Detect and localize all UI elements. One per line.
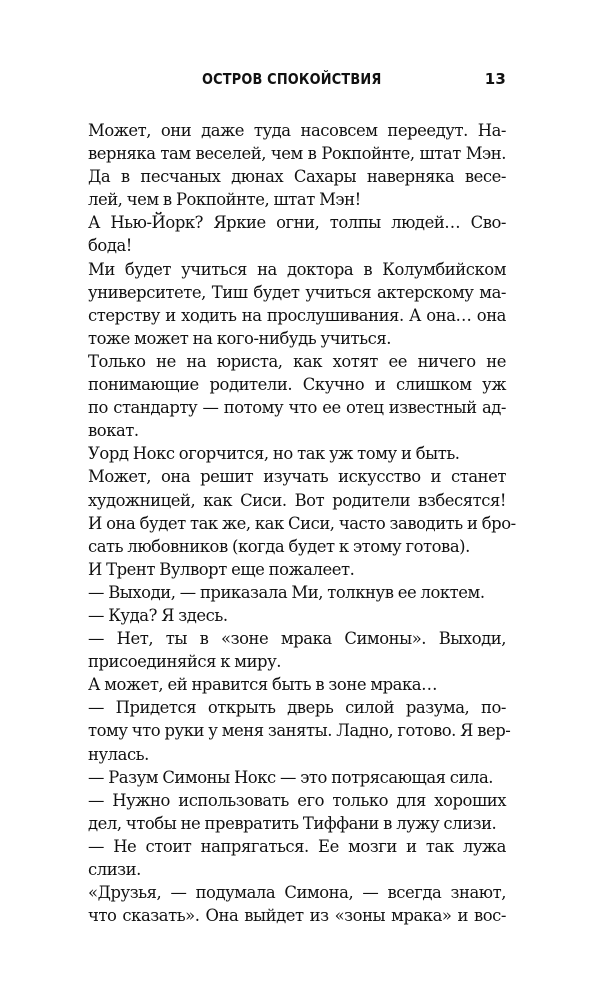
text-line: — Нет, ты в «зоне мрака Симоны». Выходи, [88, 629, 506, 649]
page-number: 13 [484, 70, 506, 88]
text-line: тоже может на кого-нибудь учиться. [88, 328, 392, 348]
text-line: университете, Тиш будет учиться актерскому ма- [88, 282, 506, 302]
text-line: — Нужно использовать его только для хороших [88, 790, 506, 810]
text-line: понимающие родители. Скучно и слишком уж [88, 375, 506, 395]
text-line: — Выходи, — приказала Ми, толкнув ее локтем. [88, 582, 485, 602]
text-line: А Нью-Йорк? Яркие огни, толпы людей… Сво- [88, 213, 506, 233]
text-line: — Не стоит напрягаться. Ее мозги и так лужа [88, 836, 506, 856]
text-line: дел, чтобы не превратить Тиффани в лужу слизи. [88, 813, 497, 833]
text-line: присоединяйся к миру. [88, 652, 282, 672]
text-line: стерству и ходить на прослушивания. А она… она [88, 305, 506, 325]
text-line: Только не на юриста, как хотят ее ничего не [88, 351, 506, 371]
text-line: Ми будет учиться на доктора в Колумбийском [88, 259, 506, 279]
text-line: что сказать». Она выйдет из «зоны мрака» и вос- [88, 906, 506, 926]
text-line: И она будет так же, как Сиси, часто заводить и бро- [88, 513, 516, 533]
text-line: Да в песчаных дюнах Сахары наверняка весе- [88, 167, 506, 187]
text-line: тому что руки у меня заняты. Ладно, готово. Я вер- [88, 721, 511, 741]
text-line: И Трент Вулворт еще пожалеет. [88, 559, 355, 579]
text-line: Может, она решит изучать искусство и станет [88, 467, 506, 487]
text-line: А может, ей нравится быть в зоне мрака… [88, 675, 438, 695]
text-line: сать любовников (когда будет к этому готова). [88, 536, 470, 556]
text-line: верняка там веселей, чем в Рокпойнте, штат Мэн. [88, 144, 506, 164]
text-line: художницей, как Сиси. Вот родители взбесятся! [88, 490, 506, 510]
text-line: — Придется открыть дверь силой разума, по- [88, 698, 506, 718]
text-line: Уорд Нокс огорчится, но так уж тому и быть. [88, 444, 460, 464]
book-title: ОСТРОВ СПОКОЙСТВИЯ [202, 70, 382, 88]
text-line: нулась. [88, 744, 149, 764]
text-line: — Разум Симоны Нокс — это потрясающая сила. [88, 767, 494, 787]
text-line: по стандарту — потому что ее отец известный ад- [88, 398, 506, 418]
body-text [88, 119, 516, 927]
text-line: бода! [88, 236, 132, 256]
text-line: Может, они даже туда насовсем переедут. На- [88, 121, 506, 140]
text-line: вокат. [88, 421, 139, 441]
text-line: слизи. [88, 860, 141, 879]
text-line: лей, чем в Рокпойнте, штат Мэн! [88, 190, 361, 210]
text-line: — Куда? Я здесь. [88, 605, 228, 625]
running-header [88, 70, 506, 92]
text-line: «Друзья, — подумала Симона, — всегда знают, [88, 883, 506, 903]
